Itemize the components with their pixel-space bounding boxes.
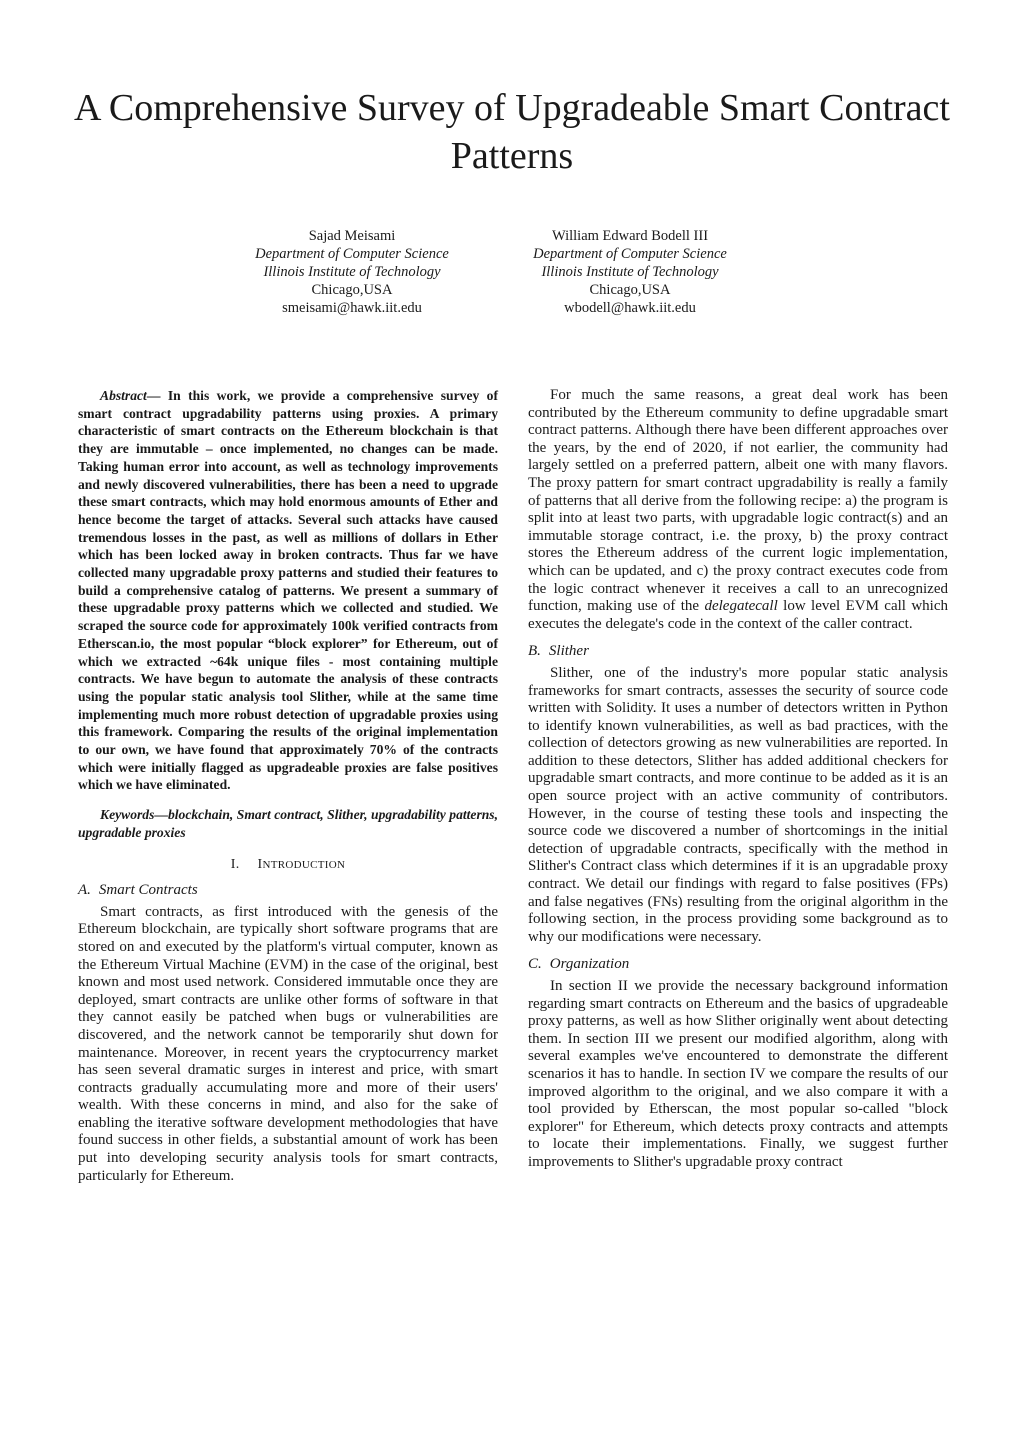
author-institution: Illinois Institute of Technology (541, 264, 719, 280)
subsection-title: Smart Contracts (98, 882, 198, 899)
section-title-rest: NTRODUCTION (262, 858, 346, 871)
delegatecall-term: delegatecall (704, 598, 778, 615)
paragraph-slither: Slither, one of the industry's more popular static analysis frameworks for smart contracts, assesses the security of source code written with Solidity. It uses a number of detectors written in Python to identify known vulnerabilities, as well as bad practices, with the collection of detectors growing as new vulnerabilities are reported. In addition to these detectors, Slither has added additional checkers for upgradable smart contracts, and more continue to be added as it is an open source project with an active community of contributors. However, in the course of testing these tools and inspecting the source code we discovered a number of shortcomings in the initial detection of upgradable contracts, specifically with the method in Slither's Contract class which determines if it is an upgradable proxy contract. We detail our findings with regard to false positives (FPs) and false negatives (FNs) resulting from the original algorithm in the following section, in the process providing some background as to why our modifications were necessary. (528, 664, 948, 945)
author-email: wbodell@hawk.iit.edu (564, 300, 696, 316)
author-block-2 (490, 227, 770, 317)
section-number: I. (230, 856, 240, 872)
abstract-label: Abstract (100, 388, 147, 403)
paragraph-smart-contracts: Smart contracts, as first introduced with the genesis of the Ethereum blockchain, are typically short software programs that are stored on and executed by the platform's virtual computer, known as the Ethereum Virtual Machine (EVM) in the case of the original, best known and most used network. Considered immutable once they are deployed, smart contracts are unlike other forms of software in that they cannot easily be patched when bugs or vulnerabilities are discovered, and the network cannot be temporarily shut down for maintenance. Moreover, in recent years the cryptocurrency market has seen several dramatic surges in interest and price, with smart contracts gradually accumulating more and more of their users' wealth. With these concerns in mind, and also for the sake of enabling the iterative software development methodologies that have found success in other fields, a substantial amount of work has been put into developing security analysis tools for smart contracts, particularly for Ethereum. (78, 903, 498, 1184)
subsection-letter: C. (528, 956, 542, 973)
subsection-title: Organization (549, 956, 630, 973)
abstract (78, 387, 498, 794)
author-department: Department of Computer Science (255, 246, 449, 262)
author-name: Sajad Meisami (308, 228, 396, 244)
paragraph-upgradable-patterns (528, 387, 948, 633)
author-location: Chicago,USA (311, 282, 393, 298)
paragraph-text: For much the same reasons, a great deal work has been contributed by the Ethereum community to define upgradable smart contract patterns. Although there have been different approaches over the years, by the end of 2020, if not earlier, the community had largely settled on a preferred pattern, albeit one with many flavors. The proxy pattern for smart contract upgradability is really a family of patterns that all derive from the following recipe: a) the program is split into at least two parts, with upgradable logic contract(s) and an immutable storage contract, i.e. the proxy, b) the proxy contract stores the Ethereum address of the current logic implementation, which can be updated, and c) the proxy contract executes code from the logic contract whenever it receives a call to an unrecognized function, making use of the (528, 387, 948, 615)
author-department: Department of Computer Science (533, 246, 727, 262)
subsection-letter: A. (78, 882, 91, 899)
left-column (78, 387, 498, 1195)
author-block-1 (212, 227, 492, 317)
author-email: smeisami@hawk.iit.edu (282, 300, 422, 316)
section-title-initial: I (257, 856, 263, 872)
paragraph-organization: In section II we provide the necessary background information regarding smart contracts on Ethereum and the basics of upgradeable proxy patterns, as well as how Slither originally went about detecting them. In section III we present our modified algorithm, along with several examples we've encountered to demonstrate the different scenarios it has to handle. In section IV we compare the results of our improved algorithm to the original, and we also compare it with a tool provided by Etherscan, the most popular so-called "block explorer" for Ethereum, which detects proxy contracts and attempts to locate their implementations. Finally, we suggest further improvements to Slither's upgradable proxy contract (528, 978, 948, 1170)
abstract-text: In this work, we provide a comprehensive survey of smart contract upgradability patterns using proxies. A primary characteristic of smart contracts on the Ethereum blockchain is that they are immutable – once implemented, no changes can be made. Taking human error into account, as well as technology improvements and newly discovered vulnerabilities, there has been a need to upgrade these smart contracts, which may hold enormous amounts of Ether and hence become the target of attacks. Several such attacks have caused tremendous losses in the past, as well as millions of dollars in Ether which has been locked away in broken contracts. Thus far we have collected many upgradable proxy patterns and studied their features to build a comprehensive catalog of patterns. We present a summary of these upgradable proxy patterns which we collected and studied. We scraped the source code for approximately 100k verified contracts from Etherscan.io, the most popular “block explorer” for Ethereum, out of which we extracted ~64k unique files - most containing multiple contracts. We have begun to automate the analysis of these contracts using the popular static analysis tool Slither, while at the same time implementing much more robust detection of upgradable proxies using this framework. Comparing the results of the original implementation to our own, we have found that approximately 70% of the contracts which were initially flagged as upgradeable proxies are false positives which we have eliminated. (78, 388, 498, 793)
keywords: Keywords—blockchain, Smart contract, Slither, upgradability patterns, upgradable proxies (78, 807, 498, 840)
author-location: Chicago,USA (589, 282, 671, 298)
section-heading-introduction (78, 856, 498, 875)
author-name: William Edward Bodell III (551, 228, 709, 244)
subsection-heading-smart-contracts (78, 882, 498, 900)
subsection-heading-slither (528, 643, 948, 661)
abstract-dash: — (146, 388, 161, 403)
subsection-heading-organization (528, 956, 948, 974)
paragraph-text: low level EVM call which executes the delegate's code in the context of the caller contract. (528, 598, 948, 632)
paper-title: A Comprehensive Survey of Upgradeable Smart Contract Patterns (74, 87, 950, 177)
author-institution: Illinois Institute of Technology (263, 264, 441, 280)
right-column (528, 387, 948, 1182)
subsection-title: Slither (548, 643, 589, 660)
subsection-letter: B. (528, 643, 541, 660)
